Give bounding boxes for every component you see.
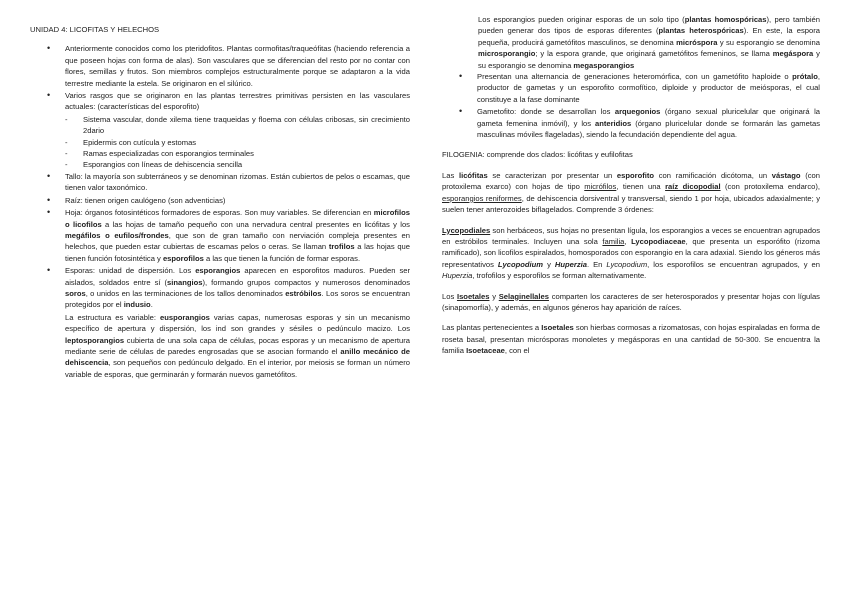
sub-esporangios: - Esporangios con líneas de dehiscencia sencilla bbox=[30, 159, 410, 170]
bullet-esporas: • Esporas: unidad de dispersión. Los esporangios aparecen en esporofitos maduros. Pueden ser aislados, soldados entre sí (sinangios), formando grupos compactos y numerosos denominados soros, o unidos en las terminaciones de los tallos denominados estróbilos. Los soros se encuentran protegidos por el indusio. bbox=[30, 265, 410, 311]
page-title: UNIDAD 4: LICOFITAS Y HELECHOS bbox=[30, 25, 160, 34]
paragraph-heterosporia: Los esporangios pueden originar esporas de un solo tipo (plantas homospóricas), pero también pueden generar dos tipos de esporas diferentes (plantas heterospóricas). En este, la espora pequeña, producirá gametófitos masculinos, se denomina micróspora y su esporangio se denomina microsporangio; y la espora grande, que originará gametófitos femeninos, se llama megáspora y su esporangio se denomina megasporangios bbox=[478, 15, 821, 70]
heading-filogenia: FILOGENIA: comprende dos clados: licófitas y eufilofitas bbox=[442, 150, 633, 160]
paragraph-isoetales-selaginellales: Los Isoetales y Selaginellales comparten los caracteres de ser heterosporados y presentar hojas con lígulas (sinapomorfía), y además, en algunos géneros hay aparición de raíces. bbox=[442, 291, 820, 312]
paragraph-lycopodiales: Lycopodiales son herbáceos, sus hojas no presentan lígula, los esporangios a veces se encuentran agrupados en estróbilos terminales. Incluyen una sola familia, Lycopodiaceae, que presenta un esporófito (rizoma ramificado), son licofilos espiralados, homosporados con esporangio en la cara adaxial. Siendo los géneros más representativos Lycopodium y Huperzia. En Lycopodium, los esporofilos se encuentran agrupados, y en Huperzia, trofofilos y esporofilos se forman alternativamente. bbox=[442, 225, 820, 281]
bullet-origen: • Anteriormente conocidos como los pteridofitos. Plantas cormofitas/traqueófitas (haciendo referencia a que poseen hojas con forma de alas). Son vasculares que se diferencian del resto por no contar con flores, semillas y frutos. Son miembros complejos estructuralmente porque se adaptaron a la vida terrestre mediante la estela. Se originaron en el silúrico. bbox=[30, 43, 410, 89]
bullet-gametofito: • Gametofito: donde se desarrollan los arquegonios (órgano sexual pluricelular que originará la gameta femenina inmóvil), y los anteridios (órgano pluricelular donde se formarán las gametas masculinas móviles flageladas), siendo la fecundación dependiente del agua. bbox=[442, 106, 820, 140]
bullet-alternancia: • Presentan una alternancia de generaciones heteromórfica, con un gametófito haploide o prótalo, productor de gametas y un esporofito cormofítico, diploide y productor de meiósporas, el cual constituye a la fase dominante bbox=[442, 71, 820, 105]
sub-epidermis: - Epidermis con cutícula y estomas bbox=[30, 137, 410, 148]
paragraph-estructura: La estructura es variable: eusporangios varias capas, numerosas esporas y sin un mecanismo específico de apertura y dispersión, los ind son grandes y sésiles o pedúnculo macizo. Los leptosporangios cubierta de una sola capa de células, pocas esporas y un mecanismo de apertura mediante serie de células de paredes engrosadas que se asocian formando el anillo mecánico de dehiscencia, son pequeños con pedúnculo delgado. En el interior, por meiosis se forman un número variable de esporas, que germinarán y formarán nuevos gametófitos. bbox=[65, 312, 410, 379]
bullet-rasgos: • Varios rasgos que se originaron en las plantas terrestres primitivas persisten en las vasculares actuales: (características del esporofito) bbox=[30, 90, 410, 113]
sub-ramas: - Ramas especializadas con esporangios terminales bbox=[30, 148, 410, 159]
left-column bbox=[30, 14, 410, 380]
bullet-hoja: • Hoja: órganos fotosintéticos formadores de esporas. Son muy variables. Se diferencian en microfilos o licofilos a las hojas de tamaño pequeño con una nervadura central presentes en licófitas y los megáfilos o eufilos/frondes, que son de gran tamaño con nerviación compleja presentes en helechos, que pueden estar cubiertas de escamas pelos o ceras. Se llaman trofilos a las hojas que tienen función fotosintética y esporofilos a las que tienen la función de formar esporas. bbox=[30, 207, 410, 264]
paragraph-isoetales: Las plantas pertenecientes a Isoetales son hierbas cormosas a rizomatosas, con hojas espiraladas en forma de roseta basal, presentan micrósporas monoletes y megásporas en una cantidad de 50-300. Se encuentra la familia Isoetaceae, con el bbox=[442, 323, 820, 356]
paragraph-licofitas: Las licófitas se caracterizan por presentar un esporofito con ramificación dicótoma, un vástago (con protoxilema exarco) con hojas de tipo micrófilos, tienen una raíz dicopodial (con protoxilema endarco), esporangios reniformes, de dehiscencia dorsiventral y transversal, siendo 1 por hoja, ubicados adaxialmente; y suelen tener anterozoides biflagelados. Comprende 3 órdenes: bbox=[442, 170, 820, 215]
bullet-tallo: • Tallo: la mayoría son subterráneos y se denominan rizomas. Están cubiertos de pelos o escamas, que tienen valor taxonómico. bbox=[30, 171, 410, 194]
bullet-raiz: • Raíz: tienen origen caulógeno (son adventicias) bbox=[30, 195, 410, 206]
right-column bbox=[442, 14, 820, 357]
sub-sistema-vascular: - Sistema vascular, donde xilema tiene traqueidas y floema con células cribosas, sin crecimiento 2dario bbox=[30, 114, 410, 137]
